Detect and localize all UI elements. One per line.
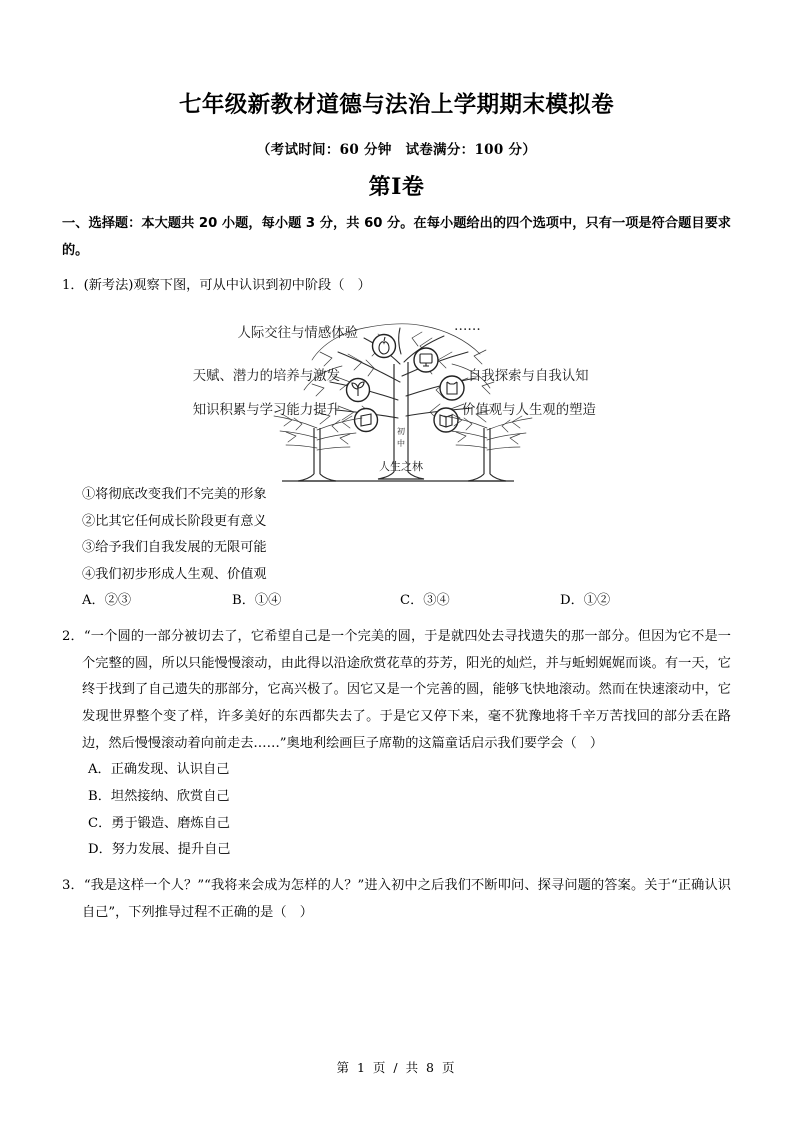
figure-ellipsis: …… (453, 318, 481, 334)
figure-caption-bottom-left: 知识积累与学习能力提升 (192, 402, 340, 418)
monitor-icon (414, 348, 438, 372)
question-1-stem: 1．(新考法)观察下图，可从中认识到初中阶段（ ） (62, 278, 371, 294)
page-footer (0, 1058, 793, 1076)
figure-caption-mid-left: 天赋、潜力的培养与激发 (192, 368, 340, 384)
figure-trunk-label-char2: 中 (396, 438, 405, 448)
tree-of-life-figure (62, 300, 731, 482)
question-2 (62, 615, 731, 864)
option-a[interactable]: A．②③ (82, 593, 132, 609)
page-number-text: 第 1 页 / 共 8 页 (336, 1060, 457, 1075)
option-c[interactable]: C．③④ (400, 593, 450, 609)
question-3-stem: 3．“我是这样一个人？”“我将来会成为怎样的人？”进入初中之后我们不断叩问、探寻问题的答案。关于“正确认识自己”，下列推导过程不正确的是（ ） (62, 878, 731, 920)
question-2-options (62, 757, 731, 864)
statement-item: ②比其它任何成长阶段更有意义 (82, 513, 267, 529)
side-tree-left (274, 414, 362, 481)
question-1 (62, 264, 731, 615)
figure-base-label: 人生之林 (378, 459, 423, 473)
figure-caption-top-left: 人际交往与情感体验 (236, 325, 358, 341)
section-instructions: 一、选择题：本大题共 20 小题，每小题 3 分，共 60 分。在每小题给出的四个选项中，只有一项是符合题目要求的。 (62, 216, 731, 258)
figure-caption-mid-right: 自我探索与自我认知 (467, 368, 589, 384)
exam-meta-subtitle: （考试时间：60 分钟 试卷满分：100 分） (256, 142, 537, 159)
shirt-icon (440, 376, 464, 400)
figure-caption-bottom-right: 价值观与人生观的塑造 (461, 402, 596, 418)
book-icon (434, 408, 458, 432)
question-2-stem: 2．“一个圆的一部分被切去了，它希望自己是一个完美的圆，于是就四处去寻找遗失的那一部分。但因为它不是一个完整的圆，所以只能慢慢滚动，由此得以沿途欣赏花草的芬芳，阳光的灿烂，并与蚯蚓娓娓而谈。有一天，它终于找到了自己遗失的那部分，它高兴极了。因它又是一个完善的圆，能够飞快地滚动。然而在快速滚动中，它发现世界整个变了样，许多美好的东西都失去了。于是它又停下来，毫不犹豫地将千辛万苦找回的部分丢在路边，然后慢慢滚动着向前走去……”奥地利绘画巨子席勒的这篇童话启示我们要学会（ ） (62, 629, 731, 751)
question-1-statements (62, 482, 731, 589)
option-d[interactable]: D．努力发展、提升自己 (88, 842, 231, 858)
section-title: 第I卷 (368, 174, 425, 201)
option-c[interactable]: C．勇于锻造、磨炼自己 (88, 815, 230, 831)
notebook-icon (354, 408, 377, 431)
option-b[interactable]: B．坦然接纳、欣赏自己 (88, 789, 230, 805)
sprout-icon (346, 378, 369, 401)
tree-of-life-illustration (162, 304, 632, 482)
figure-trunk-label-char1: 初 (396, 426, 405, 436)
option-a[interactable]: A．正确发现、认识自己 (88, 762, 230, 778)
question-1-options (62, 588, 731, 615)
option-b[interactable]: B．①④ (232, 593, 282, 609)
page-title: 七年级新教材道德与法治上学期期末模拟卷 (178, 92, 615, 118)
statement-item: ③给予我们自我发展的无限可能 (82, 540, 267, 556)
apple-icon (372, 334, 395, 357)
question-3 (62, 864, 731, 926)
statement-item: ①将彻底改变我们不完美的形象 (82, 486, 267, 502)
option-d[interactable]: D．①② (560, 593, 611, 609)
statement-item: ④我们初步形成人生观、价值观 (82, 566, 267, 582)
